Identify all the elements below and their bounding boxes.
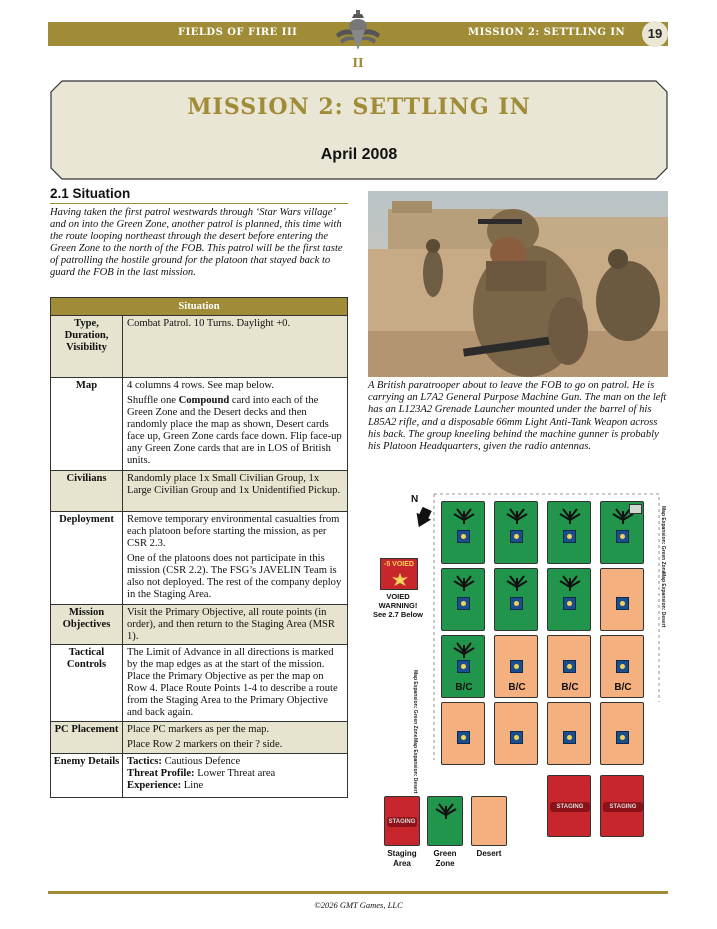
table-row — [51, 722, 347, 754]
pc-line-1: Place PC markers as per the map. — [127, 724, 270, 735]
legend-green-card — [427, 796, 463, 846]
map-expansion-desert-left: Map Expansion: Desert — [412, 738, 418, 794]
pc-marker-icon — [616, 660, 629, 673]
table-row — [51, 605, 347, 645]
pc-marker-icon — [510, 660, 523, 673]
legend-staging-text: STAGING — [388, 819, 416, 825]
map-card-green — [441, 501, 485, 564]
row-label: PC Placement — [51, 722, 123, 753]
section-heading: 2.1 Situation — [50, 186, 131, 201]
section-divider — [50, 203, 348, 204]
map-card-desert — [494, 702, 538, 765]
row-label: Mission Objectives — [51, 605, 123, 644]
bc-label: B/C — [455, 682, 473, 693]
bc-label: B/C — [508, 682, 526, 693]
pc-marker-icon — [616, 731, 629, 744]
map-expansion-green-left: Map Expansion: Green Zone — [412, 670, 418, 738]
map-card-green — [494, 501, 538, 564]
deployment-line-2: One of the platoons does not participate in this mission (CSR 2.2). The FSG’s JAVELIN Team is also not deployed. The rest of the company deploy in the Staging Area. — [127, 553, 342, 600]
legend-desert-card — [471, 796, 507, 846]
enemy-experience: Experience: Line — [127, 780, 204, 791]
voied-warning-marker — [380, 558, 418, 590]
bc-label: B/C — [614, 682, 632, 693]
map-card-desert — [494, 635, 538, 698]
table-row — [51, 471, 347, 512]
row-value — [123, 722, 347, 753]
north-label: N — [411, 494, 419, 505]
map-expansion-green-right: Map Expansion: Green Zone — [660, 506, 666, 574]
bc-label: B/C — [561, 682, 579, 693]
pc-marker-icon — [510, 530, 523, 543]
parachute-regiment-emblem-icon — [334, 6, 382, 70]
paratrooper-photo — [368, 191, 668, 377]
pc-marker-icon — [457, 731, 470, 744]
map-card-desert — [547, 635, 591, 698]
row-label: Map — [51, 378, 123, 470]
mission-date: April 2008 — [320, 146, 398, 163]
pc-marker-icon — [457, 597, 470, 610]
pc-marker-icon — [510, 597, 523, 610]
enemy-threat: Threat Profile: Lower Threat area — [127, 768, 276, 779]
tree-icon — [452, 640, 476, 658]
staging-label: STAGING — [603, 802, 643, 812]
situation-intro: Having taken the first patrol westwards through ‘Star Wars village’ and on into the Green Zone, another patrol is planned, this time with the route looping northeast through the desert before entering the Green Zone to the north of the FOB. This patrol will be the first taste of patrolling the hostile ground for the platoon that stayed back to guard the FOB in the last mission. — [50, 207, 343, 278]
map-line-2: Shuffle one Compound card into each of the Green Zone and the Desert decks and then randomly place the map as shown, Desert cards face up, Green Zone cards face down. Flip face-up any Green Zone cards that are in LOS of British units. — [127, 395, 342, 466]
map-card-green — [441, 635, 485, 698]
legend-desert-label: Desert — [476, 849, 502, 858]
tree-icon — [505, 506, 529, 524]
row-label: Enemy Details — [51, 754, 123, 797]
photo-caption: A British paratrooper about to leave the FOB to go on patrol. He is carrying an L7A2 General Purpose Machine Gun. The man on the left has an L123A2 Grenade Launcher mounted under the barrel of his L85A2 rifle, and a disposable 66mm Light Anti-Tank Weapon across his back. The group kneeling behind the machine gunner is probably his Platoon Headquarters, given the radio antennas. — [368, 380, 667, 453]
pc-marker-icon — [563, 530, 576, 543]
running-head-mission: MISSION 2: SETTLING IN — [468, 27, 626, 38]
table-row — [51, 754, 347, 797]
map-card-green — [441, 568, 485, 631]
game-title: FIELDS OF FIRE III — [178, 27, 298, 38]
staging-area-card — [547, 775, 591, 837]
map-card-green — [547, 568, 591, 631]
map-line-1: 4 columns 4 rows. See map below. — [127, 380, 275, 391]
map-card-desert — [547, 702, 591, 765]
pc-line-2: Place Row 2 markers on their ? side. — [127, 739, 283, 750]
map-card-green — [547, 501, 591, 564]
deployment-line-1: Remove temporary environmental casualties from each platoon before starting the mission, as per CSR 2.3. — [127, 514, 340, 549]
row-label: Type, Duration, Visibility — [51, 316, 123, 377]
map-card-green — [494, 568, 538, 631]
staging-area-card — [600, 775, 644, 837]
mission-title-box — [50, 80, 668, 180]
pc-marker-icon — [563, 660, 576, 673]
explosion-icon — [391, 573, 409, 587]
mission-map — [374, 490, 674, 870]
pc-marker-icon — [457, 530, 470, 543]
voied-marker-text: -5 VOIED — [384, 561, 414, 568]
emblem-numeral: II — [352, 56, 364, 70]
pc-marker-icon — [457, 660, 470, 673]
row-value: Visit the Primary Objective, all route points (in order), and then return to the Staging Area (MSR 1). — [127, 607, 336, 642]
tree-icon — [452, 506, 476, 524]
table-row — [51, 378, 347, 471]
page-title: MISSION 2: SETTLING IN — [187, 94, 531, 120]
pc-marker-icon — [563, 597, 576, 610]
tree-icon — [558, 506, 582, 524]
enemy-tactics: Tactics: Cautious Defence — [127, 756, 241, 767]
map-expansion-desert-right: Map Expansion: Desert — [660, 572, 666, 628]
copyright: ©2026 GMT Games, LLC — [314, 900, 403, 910]
row-value — [123, 512, 347, 604]
table-row — [51, 645, 347, 722]
voied-warning-text: VOIED WARNING! See 2.7 Below — [372, 592, 424, 619]
situation-table — [50, 297, 348, 798]
legend-green-label: Green Zone — [433, 849, 457, 868]
row-value: The Limit of Advance in all directions is marked by the map edges as at the start of the mission. Place the Primary Objective as per the map on Row 4. Place Route Points 1-4 to describe a route from the Staging Area to the Primary Objective and back again. — [127, 647, 338, 718]
map-card-desert — [600, 702, 644, 765]
tree-icon — [434, 801, 458, 819]
footer-rule — [48, 891, 668, 894]
pc-marker-icon — [616, 530, 629, 543]
pc-marker-icon — [510, 731, 523, 744]
legend-staging-card — [384, 796, 420, 846]
table-header: Situation — [51, 298, 347, 316]
row-value: Randomly place 1x Small Civilian Group, 1x Large Civilian Group and 1x Unidentified Pickup. — [127, 473, 341, 496]
tree-icon — [452, 573, 476, 591]
map-card-desert — [600, 635, 644, 698]
map-card-desert — [441, 702, 485, 765]
table-row — [51, 316, 347, 378]
legend-staging-label: Staging Area — [387, 849, 417, 868]
row-label: Tactical Controls — [51, 645, 123, 721]
staging-label: STAGING — [550, 802, 590, 812]
row-label: Civilians — [51, 471, 123, 511]
pc-marker-icon — [616, 597, 629, 610]
row-value: Combat Patrol. 10 Turns. Daylight +0. — [127, 318, 291, 329]
row-value — [123, 754, 347, 797]
map-card-green — [600, 501, 644, 564]
map-card-desert — [600, 568, 644, 631]
row-value — [123, 378, 347, 470]
primary-objective-icon — [629, 504, 642, 514]
table-row — [51, 512, 347, 605]
pc-marker-icon — [563, 731, 576, 744]
tree-icon — [505, 573, 529, 591]
tree-icon — [558, 573, 582, 591]
page-number: 19 — [642, 21, 668, 47]
row-label: Deployment — [51, 512, 123, 604]
